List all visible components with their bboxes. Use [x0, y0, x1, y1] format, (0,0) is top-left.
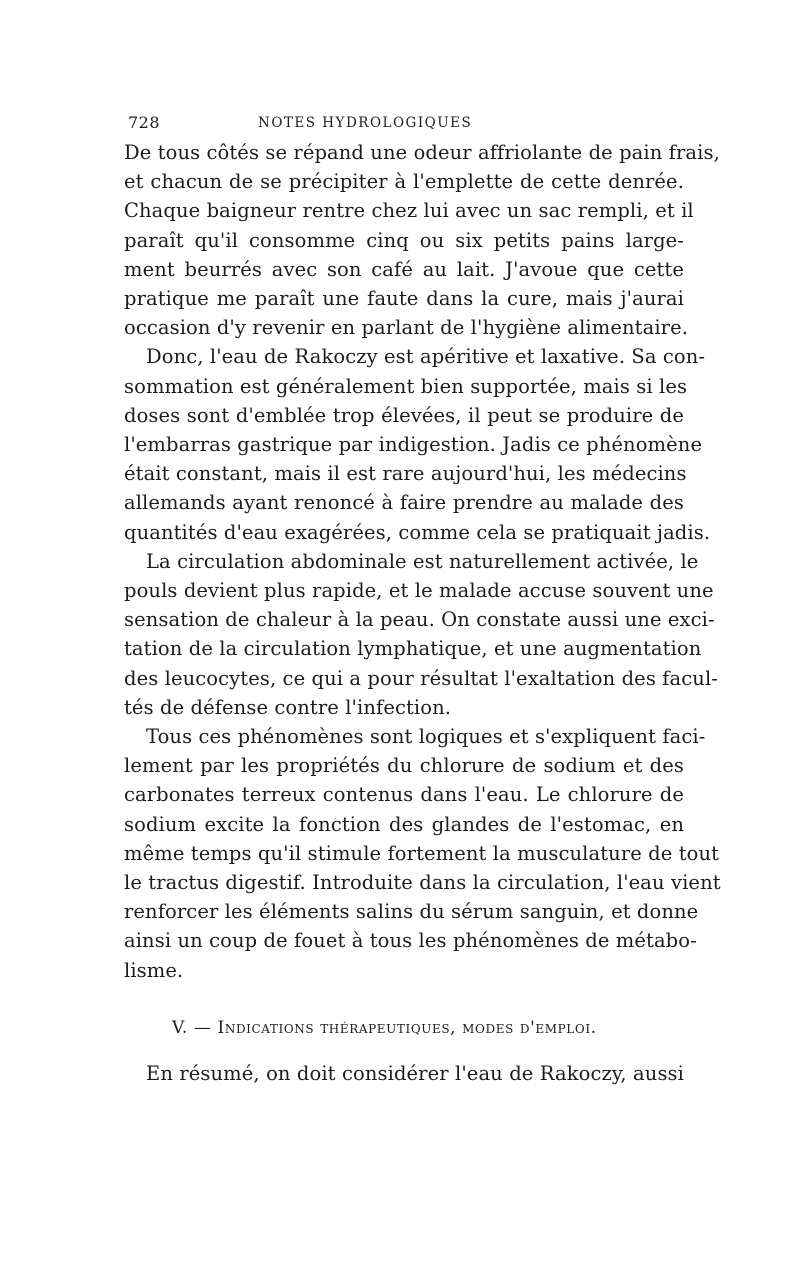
text-line: De tous côtés se répand une odeur affriolante de pain frais, — [124, 141, 720, 164]
text-line: allemands ayant renoncé à faire prendre au malade des — [124, 491, 684, 515]
paragraph-1 — [124, 138, 720, 342]
text-line: paraît qu'il consomme cinq ou six petits pains large- — [124, 228, 684, 252]
text-line: doses sont d'emblée trop élevées, il peut se produire de — [124, 403, 684, 427]
running-header — [124, 108, 684, 138]
text-line: En résumé, on doit considérer l'eau de Rakoczy, aussi — [146, 1061, 684, 1085]
text-line: Chaque baigneur rentre chez lui avec un sac rempli, et il — [124, 199, 694, 223]
text-line: pratique me paraît une faute dans la cure, mais j'aurai — [124, 287, 684, 311]
paragraph-2 — [124, 342, 711, 546]
text-line: était constant, mais il est rare aujourd'hui, les médecins — [124, 462, 687, 486]
text-line: occasion d'y revenir en parlant de l'hygiène alimentaire. — [124, 316, 689, 340]
paragraph-3 — [124, 547, 718, 722]
text-line: sommation est généralement bien supportée, mais si les — [124, 374, 688, 398]
text-line: Tous ces phénomènes sont logiques et s'expliquent faci- — [146, 725, 706, 749]
text-line: sensation de chaleur à la peau. On constate aussi une exci- — [124, 608, 715, 632]
text-line: ainsi un coup de fouet à tous les phénomènes de métabo- — [124, 929, 697, 953]
paragraph-5 — [124, 1059, 684, 1088]
text-line: pouls devient plus rapide, et le malade accuse souvent une — [124, 579, 714, 603]
text-line: l'embarras gastrique par indigestion. Jadis ce phénomène — [124, 433, 703, 457]
text-line: tés de défense contre l'infection. — [124, 695, 452, 719]
text-line: quantités d'eau exagérées, comme cela se pratiquait jadis. — [124, 520, 711, 544]
paragraph-4 — [124, 722, 721, 985]
text-line: lisme. — [124, 958, 184, 982]
text-line: même temps qu'il stimule fortement la musculature de tout — [124, 841, 720, 865]
text-line: et chacun de se précipiter à l'emplette de cette denrée. — [124, 170, 684, 194]
running-title: NOTES HYDROLOGIQUES — [258, 115, 473, 131]
section-heading — [124, 1015, 684, 1041]
text-line: La circulation abdominale est naturellement activée, le — [146, 549, 699, 573]
text-line: ment beurrés avec son café au lait. J'avoue que cette — [124, 257, 684, 281]
text-line: lement par les propriétés du chlorure de sodium et des — [124, 754, 684, 778]
text-line: carbonates terreux contenus dans l'eau. Le chlorure de — [124, 783, 684, 807]
text-line: tation de la circulation lymphatique, et une augmentation — [124, 637, 702, 661]
text-line: le tractus digestif. Introduite dans la circulation, l'eau vient — [124, 871, 721, 895]
text-line: Donc, l'eau de Rakoczy est apéritive et laxative. Sa con- — [146, 345, 706, 369]
section-title: Indications thérapeutiques, modes d'emploi. — [217, 1017, 597, 1038]
body-text — [124, 138, 721, 1088]
book-page — [124, 108, 721, 1088]
section-number: V. — — [172, 1017, 212, 1038]
text-line: des leucocytes, ce qui a pour résultat l'exaltation des facul- — [124, 666, 718, 690]
text-line: sodium excite la fonction des glandes de l'estomac, en — [124, 812, 684, 836]
page-number: 728 — [128, 113, 161, 132]
text-line: renforcer les éléments salins du sérum sanguin, et donne — [124, 900, 699, 924]
